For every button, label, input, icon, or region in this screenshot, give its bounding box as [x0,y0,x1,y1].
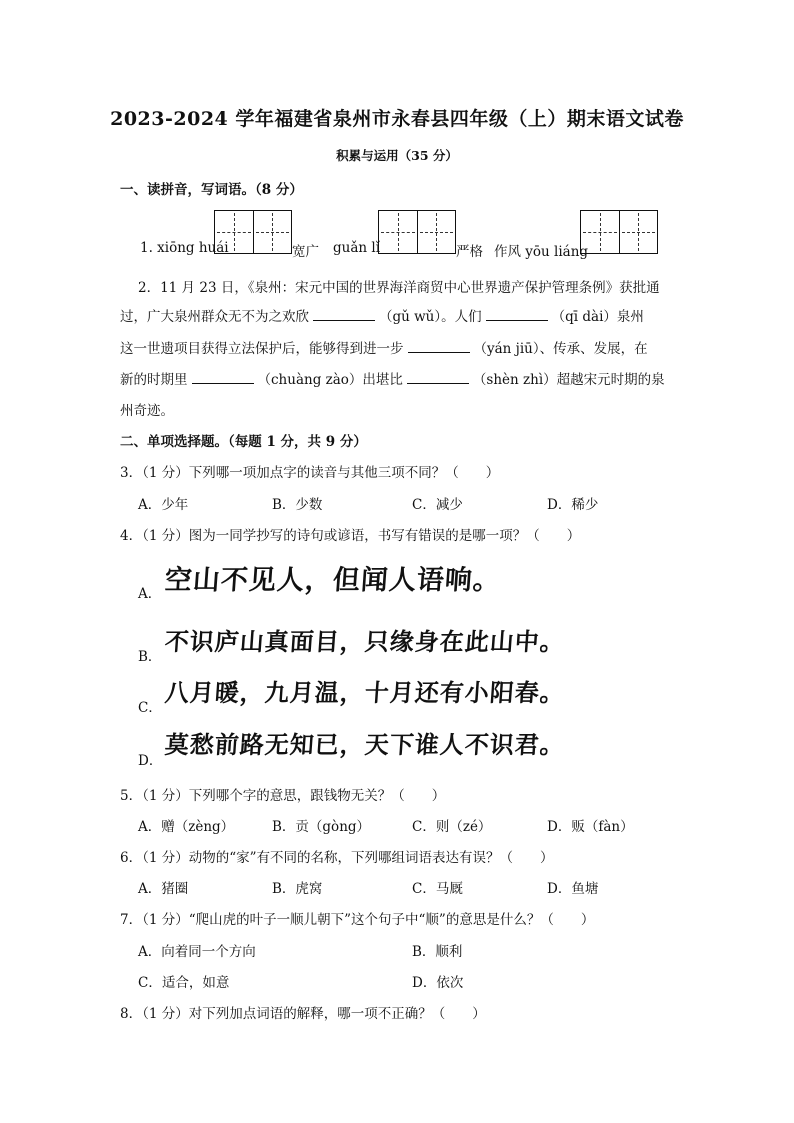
section2-heading: 二、单项选择题。（每题 1 分，共 9 分） [120,434,367,450]
q7-stem: 7．（1 分）“爬山虎的叶子一顺儿朝下”这个句子中“顺”的意思是什么？（ ） [120,912,595,928]
q1-answer-grid-3[interactable] [580,210,658,254]
q7-option-b[interactable]: B．顺利 [412,944,463,960]
q4-option-a-letter[interactable]: A． [138,586,162,602]
q1-word-2: 严格 [456,244,483,260]
q4-option-b-handwriting[interactable]: 不识庐山真面目，只缘身在此山中。 [163,628,566,656]
q2-line4-text-a: 新的时期里 [120,372,188,388]
q5-option-d[interactable]: D．贩（fàn） [547,819,634,835]
q8-stem: 8．（1 分）对下列加点词语的解释，哪一项不正确？（ ） [120,1006,486,1022]
q2-blank-shenzhi[interactable] [407,371,469,384]
exam-subtitle: 积累与运用（35 分） [336,148,458,163]
q2-blank-chuangzao[interactable] [192,371,254,384]
q2-line3 [120,337,648,357]
q2-line4-text-c: （shèn zhì）超越宋元时期的泉 [472,372,665,388]
q5-option-b[interactable]: B．贡（gòng） [272,819,371,835]
q2-line4 [120,368,665,388]
q4-stem: 4．（1 分）图为一同学抄写的诗句或谚语，书写有错误的是哪一项？（ ） [120,528,581,544]
q1-word-1: 宽广 [292,244,319,260]
q5-stem: 5．（1 分）下列哪个字的意思，跟钱物无关？（ ） [120,788,446,804]
q1-pinyin-1: 1. xiōng huái [140,240,229,256]
q2-line5: 州奇迹。 [120,403,174,419]
q6-option-a[interactable]: A．猪圈 [138,881,189,897]
q3-option-d[interactable]: D．稀少 [547,497,599,513]
q1-answer-grid-1[interactable] [214,210,292,254]
q7-option-a[interactable]: A．向着同一个方向 [138,944,256,960]
exam-title: 2023-2024 学年福建省泉州市永春县四年级（上）期末语文试卷 [110,108,684,130]
section1-heading: 一、读拼音，写词语。（8 分） [120,182,303,198]
q1-pinyin-3: 作风 yōu liáng [494,244,589,260]
q6-stem: 6．（1 分）动物的“家”有不同的名称，下列哪组词语表达有误？（ ） [120,850,554,866]
q4-option-a-handwriting[interactable]: 空山不见人，但闻人语响。 [163,565,502,596]
q3-stem: 3．（1 分）下列哪一项加点字的读音与其他三项不同？（ ） [120,465,500,481]
q4-option-d-handwriting[interactable]: 莫愁前路无知已，天下谁人不识君。 [163,731,566,759]
q7-option-d[interactable]: D．依次 [412,975,464,991]
q2-line2-text-a: 过，广大泉州群众无不为之欢欣 [120,309,309,325]
q4-option-d-letter[interactable]: D． [138,753,163,769]
q2-blank-guwu[interactable] [313,308,375,321]
q3-option-b[interactable]: B．少数 [272,497,323,513]
q2-line2 [120,305,644,325]
q2-blank-qidai[interactable] [486,308,548,321]
q4-option-b-letter[interactable]: B． [138,649,162,665]
q2-line2-text-c: （qī dài）泉州 [551,309,644,325]
q2-line4-text-b: （chuàng zào）出堪比 [257,372,403,388]
q5-option-c[interactable]: C．则（zé） [412,819,492,835]
q1-answer-grid-2[interactable] [378,210,456,254]
q2-line2-text-b: （gǔ wǔ）。人们 [379,309,482,325]
q6-option-b[interactable]: B．虎窝 [272,881,323,897]
q3-option-a[interactable]: A．少年 [138,497,189,513]
q4-option-c-handwriting[interactable]: 八月暖，九月温，十月还有小阳春。 [163,679,566,707]
q4-option-c-letter[interactable]: C． [138,700,162,716]
q7-option-c[interactable]: C．适合，如意 [138,975,230,991]
q6-option-d[interactable]: D．鱼塘 [547,881,599,897]
q5-option-a[interactable]: A．赠（zèng） [138,819,235,835]
q2-line1: 2．11 月 23 日，《泉州：宋元中国的世界海洋商贸中心世界遗产保护管理条例》获批通 [138,280,660,296]
q2-line3-text-a: 这一世遗项目获得立法保护后，能够得到进一步 [120,341,404,357]
q2-line3-text-b: （yán jiū）、传承、发展，在 [473,341,648,357]
q3-option-c[interactable]: C．减少 [412,497,463,513]
q6-option-c[interactable]: C．马厩 [412,881,463,897]
q2-blank-yanjiu[interactable] [408,340,470,353]
q1-pinyin-2: guǎn lǐ [333,240,381,256]
